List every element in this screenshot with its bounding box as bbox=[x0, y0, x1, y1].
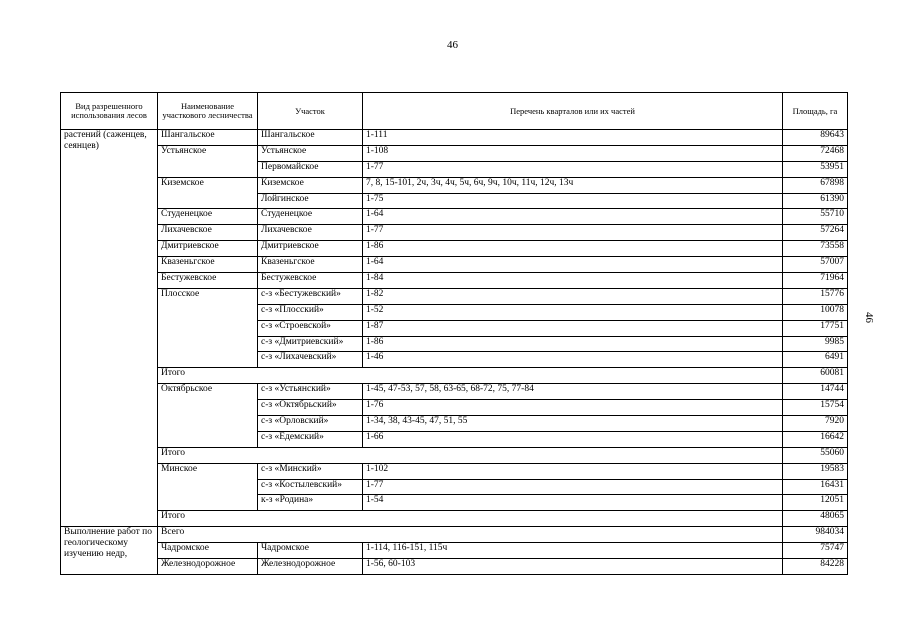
area-cell: 73558 bbox=[783, 241, 848, 257]
area-cell: 15754 bbox=[783, 400, 848, 416]
header-quarters: Перечень кварталов или их частей bbox=[363, 93, 783, 130]
section-cell: с-з «Устьянский» bbox=[258, 384, 363, 400]
quarters-cell: 1-45, 47-53, 57, 58, 63-65, 68-72, 75, 77-84 bbox=[363, 384, 783, 400]
section-cell: Лойгинское bbox=[258, 193, 363, 209]
forestry-cell: Минское bbox=[158, 463, 258, 511]
area-cell: 61390 bbox=[783, 193, 848, 209]
forestry-cell: Плосское bbox=[158, 288, 258, 367]
section-cell: Чадромское bbox=[258, 543, 363, 559]
forestry-cell: Дмитриевское bbox=[158, 241, 258, 257]
area-cell: 57264 bbox=[783, 225, 848, 241]
table-header-row bbox=[61, 93, 848, 130]
area-cell: 14744 bbox=[783, 384, 848, 400]
area-cell: 75747 bbox=[783, 543, 848, 559]
section-cell: с-з «Плосский» bbox=[258, 304, 363, 320]
quarters-cell: 1-76 bbox=[363, 400, 783, 416]
forestry-cell: Бестужевское bbox=[158, 273, 258, 289]
total-label: Итого bbox=[158, 447, 783, 463]
quarters-cell: 1-114, 116-151, 115ч bbox=[363, 543, 783, 559]
header-forestry: Наименование участкового лесничества bbox=[158, 93, 258, 130]
forestry-cell: Лихачевское bbox=[158, 225, 258, 241]
area-cell: 19583 bbox=[783, 463, 848, 479]
area-cell: 71964 bbox=[783, 273, 848, 289]
quarters-cell: 1-111 bbox=[363, 130, 783, 146]
quarters-cell: 1-86 bbox=[363, 241, 783, 257]
section-cell: Первомайское bbox=[258, 161, 363, 177]
table-row bbox=[61, 288, 848, 304]
table-row bbox=[61, 241, 848, 257]
table-row bbox=[61, 257, 848, 273]
forestry-cell: Шангальское bbox=[158, 130, 258, 146]
table-row bbox=[61, 384, 848, 400]
forestry-cell: Студенецкое bbox=[158, 209, 258, 225]
area-cell: 55710 bbox=[783, 209, 848, 225]
quarters-cell: 1-84 bbox=[363, 273, 783, 289]
section-cell: с-з «Октябрьский» bbox=[258, 400, 363, 416]
area-cell: 53951 bbox=[783, 161, 848, 177]
total-area: 55060 bbox=[783, 447, 848, 463]
usage-cell: Выполнение работ по геологическому изучению недр, bbox=[61, 527, 158, 575]
quarters-cell: 1-34, 38, 43-45, 47, 51, 55 bbox=[363, 416, 783, 432]
quarters-cell: 1-64 bbox=[363, 257, 783, 273]
total-row bbox=[61, 511, 848, 527]
total-row bbox=[61, 368, 848, 384]
forestry-cell: Устьянское bbox=[158, 145, 258, 177]
section-cell: с-з «Орловский» bbox=[258, 416, 363, 432]
grand-total-row bbox=[61, 527, 848, 543]
section-cell: Квазеньгское bbox=[258, 257, 363, 273]
section-cell: Киземское bbox=[258, 177, 363, 193]
quarters-cell: 7, 8, 15-101, 2ч, 3ч, 4ч, 5ч, 6ч, 9ч, 10ч, 11ч, 12ч, 13ч bbox=[363, 177, 783, 193]
quarters-cell: 1-46 bbox=[363, 352, 783, 368]
section-cell: с-з «Минский» bbox=[258, 463, 363, 479]
total-row bbox=[61, 447, 848, 463]
section-cell: с-з «Лихачевский» bbox=[258, 352, 363, 368]
table-row bbox=[61, 543, 848, 559]
section-cell: Железнодорожное bbox=[258, 559, 363, 575]
table-row bbox=[61, 273, 848, 289]
forestry-cell: Чадромское bbox=[158, 543, 258, 559]
quarters-cell: 1-64 bbox=[363, 209, 783, 225]
usage-cell: растений (саженцев, сеянцев) bbox=[61, 130, 158, 527]
total-area: 48065 bbox=[783, 511, 848, 527]
area-cell: 84228 bbox=[783, 559, 848, 575]
quarters-cell: 1-52 bbox=[363, 304, 783, 320]
section-cell: с-з «Едемский» bbox=[258, 431, 363, 447]
area-cell: 7920 bbox=[783, 416, 848, 432]
section-cell: Студенецкое bbox=[258, 209, 363, 225]
section-cell: с-з «Бестужевский» bbox=[258, 288, 363, 304]
section-cell: с-з «Строевской» bbox=[258, 320, 363, 336]
table-row bbox=[61, 463, 848, 479]
header-area: Площадь, га bbox=[783, 93, 848, 130]
area-cell: 12051 bbox=[783, 495, 848, 511]
header-usage: Вид разрешенного использования лесов bbox=[61, 93, 158, 130]
quarters-cell: 1-75 bbox=[363, 193, 783, 209]
forestry-cell: Квазеньгское bbox=[158, 257, 258, 273]
area-cell: 9985 bbox=[783, 336, 848, 352]
table-row bbox=[61, 145, 848, 161]
section-cell: Дмитриевское bbox=[258, 241, 363, 257]
forest-usage-table bbox=[60, 92, 848, 575]
page-number: 46 bbox=[447, 39, 458, 51]
table-row bbox=[61, 209, 848, 225]
header-section: Участок bbox=[258, 93, 363, 130]
quarters-cell: 1-77 bbox=[363, 479, 783, 495]
section-cell: Лихачевское bbox=[258, 225, 363, 241]
area-cell: 89643 bbox=[783, 130, 848, 146]
section-cell: Устьянское bbox=[258, 145, 363, 161]
forestry-cell: Октябрьское bbox=[158, 384, 258, 448]
forestry-cell: Киземское bbox=[158, 177, 258, 209]
table-row bbox=[61, 559, 848, 575]
total-area: 60081 bbox=[783, 368, 848, 384]
quarters-cell: 1-54 bbox=[363, 495, 783, 511]
area-cell: 16431 bbox=[783, 479, 848, 495]
quarters-cell: 1-86 bbox=[363, 336, 783, 352]
grand-total-area: 984034 bbox=[783, 527, 848, 543]
section-cell: Шангальское bbox=[258, 130, 363, 146]
section-cell: с-з «Костылевский» bbox=[258, 479, 363, 495]
area-cell: 16642 bbox=[783, 431, 848, 447]
total-label: Итого bbox=[158, 511, 783, 527]
area-cell: 17751 bbox=[783, 320, 848, 336]
area-cell: 67898 bbox=[783, 177, 848, 193]
quarters-cell: 1-82 bbox=[363, 288, 783, 304]
quarters-cell: 1-102 bbox=[363, 463, 783, 479]
forestry-cell: Железнодорожное bbox=[158, 559, 258, 575]
section-cell: с-з «Дмитриевский» bbox=[258, 336, 363, 352]
total-label: Итого bbox=[158, 368, 783, 384]
grand-total-label: Всего bbox=[158, 527, 783, 543]
area-cell: 6491 bbox=[783, 352, 848, 368]
section-cell: к-з «Родина» bbox=[258, 495, 363, 511]
section-cell: Бестужевское bbox=[258, 273, 363, 289]
quarters-cell: 1-66 bbox=[363, 431, 783, 447]
quarters-cell: 1-77 bbox=[363, 225, 783, 241]
table-row bbox=[61, 130, 848, 146]
area-cell: 57007 bbox=[783, 257, 848, 273]
quarters-cell: 1-87 bbox=[363, 320, 783, 336]
area-cell: 72468 bbox=[783, 145, 848, 161]
page-number-side: 46 bbox=[863, 312, 875, 323]
quarters-cell: 1-77 bbox=[363, 161, 783, 177]
table-row bbox=[61, 225, 848, 241]
quarters-cell: 1-56, 60-103 bbox=[363, 559, 783, 575]
area-cell: 15776 bbox=[783, 288, 848, 304]
area-cell: 10078 bbox=[783, 304, 848, 320]
table-row bbox=[61, 177, 848, 193]
quarters-cell: 1-108 bbox=[363, 145, 783, 161]
